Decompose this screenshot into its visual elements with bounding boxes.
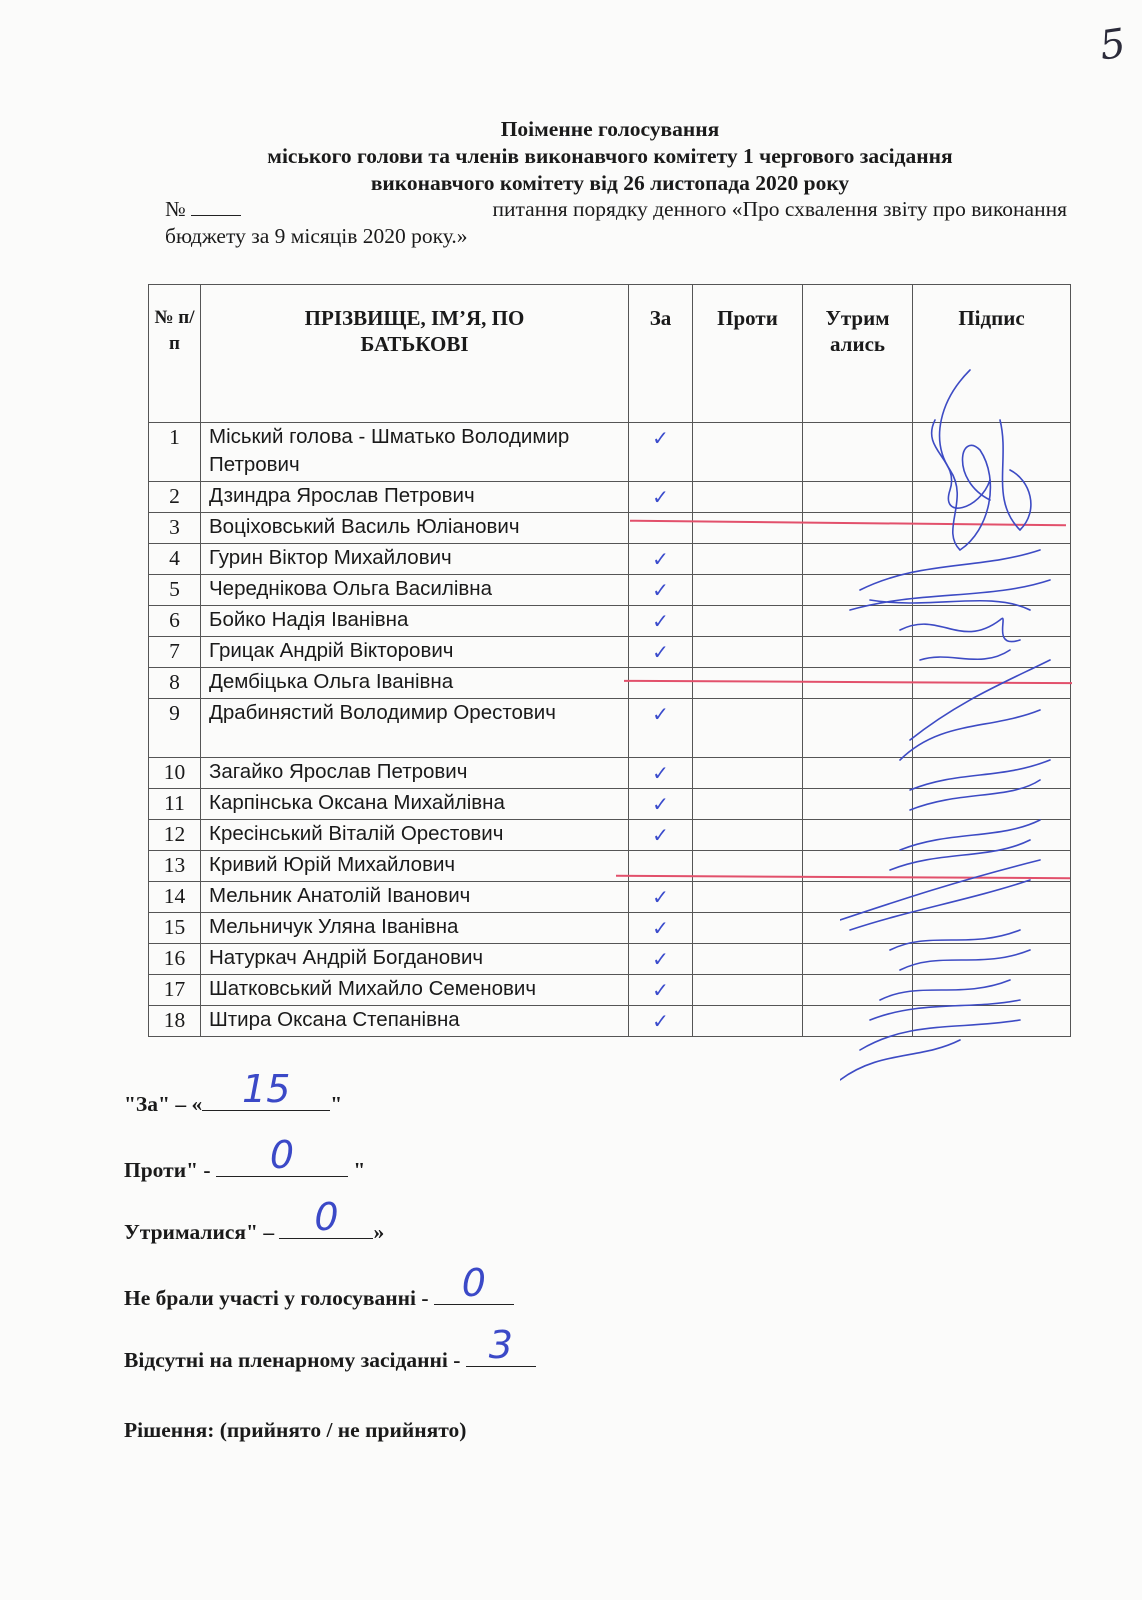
document-header [150,116,1070,197]
question-number-blank [191,197,241,216]
member-name: Карпінська Оксана Михайлівна [201,789,629,820]
col-header-for: За [629,285,693,423]
row-number: 15 [149,913,201,944]
agenda-question [165,196,1067,250]
count-against: 0 [269,1133,295,1177]
summary-absent: Відсутні на пленарному засіданні - 3 [124,1342,536,1373]
vote-against-cell [693,606,803,637]
row-number: 7 [149,637,201,668]
vote-for-check: ✓ [629,820,693,851]
row-number: 13 [149,851,201,882]
vote-against-cell [693,913,803,944]
row-number: 5 [149,575,201,606]
member-name: Кривий Юрій Михайлович [201,851,629,882]
row-number: 17 [149,975,201,1006]
vote-for-check: ✓ [629,606,693,637]
row-number: 14 [149,882,201,913]
question-prefix: № [165,196,241,223]
member-name: Дзиндра Ярослав Петрович [201,482,629,513]
row-number: 18 [149,1006,201,1037]
vote-for-check: ✓ [629,482,693,513]
vote-against-cell [693,789,803,820]
vote-for-check [629,668,693,699]
vote-for-check: ✓ [629,975,693,1006]
summary-for: "За" – « 15 " [124,1067,343,1116]
vote-for-check: ✓ [629,544,693,575]
member-name: Гурин Віктор Михайлович [201,544,629,575]
row-number: 11 [149,789,201,820]
member-name: Міський голова - Шматько Володимир Петрович [201,423,629,482]
member-name: Мельник Анатолій Іванович [201,882,629,913]
col-header-abstained: Утрим ались [803,285,913,423]
summary-decision: Рішення: (прийнято / не прийнято) [124,1418,467,1442]
vote-for-check: ✓ [629,637,693,668]
signatures-scribble [840,360,1080,1100]
summary-against: Проти" - 0 " [124,1133,366,1182]
vote-for-check: ✓ [629,882,693,913]
row-number: 1 [149,423,201,482]
member-name: Мельничук Уляна Іванівна [201,913,629,944]
vote-for-check: ✓ [629,575,693,606]
vote-against-cell [693,944,803,975]
row-number: 6 [149,606,201,637]
member-name: Бойко Надія Іванівна [201,606,629,637]
member-name: Грицак Андрій Вікторович [201,637,629,668]
vote-against-cell [693,1006,803,1037]
member-name: Драбинястий Володимир Орестович [201,699,629,758]
vote-for-check: ✓ [629,789,693,820]
member-name: Дембіцька Ольга Іванівна [201,668,629,699]
member-name: Череднікова Ольга Василівна [201,575,629,606]
vote-against-cell [693,637,803,668]
vote-for-check: ✓ [629,944,693,975]
member-name: Штира Оксана Степанівна [201,1006,629,1037]
col-header-signature: Підпис [913,285,1071,423]
row-number: 10 [149,758,201,789]
vote-for-check: ✓ [629,699,693,758]
header-date: виконавчого комітету від 26 листопада 2020 року [370,171,850,195]
row-number: 2 [149,482,201,513]
row-number: 4 [149,544,201,575]
vote-for-check: ✓ [629,1006,693,1037]
count-for: 15 [242,1067,291,1111]
row-number: 9 [149,699,201,758]
row-number: 3 [149,513,201,544]
summary-not-voted: Не брали участі у голосуванні - 0 [124,1280,514,1311]
header-subtitle: міського голови та членів виконавчого комітету 1 чергового засідання [267,144,953,168]
vote-against-cell [693,513,803,544]
member-name: Шатковський Михайло Семенович [201,975,629,1006]
vote-for-check: ✓ [629,423,693,482]
col-header-against: Проти [693,285,803,423]
vote-for-check: ✓ [629,758,693,789]
count-absent: 3 [488,1323,513,1367]
vote-against-cell [693,423,803,482]
member-name: Натуркач Андрій Богданович [201,944,629,975]
row-number: 16 [149,944,201,975]
vote-against-cell [693,482,803,513]
vote-against-cell [693,820,803,851]
page-number: 5 [1096,20,1129,70]
vote-against-cell [693,699,803,758]
count-not-voted: 0 [461,1261,486,1305]
member-name: Воціховський Василь Юліанович [201,513,629,544]
header-title: Поіменне голосування [500,117,720,141]
row-number: 8 [149,668,201,699]
vote-against-cell [693,544,803,575]
vote-against-cell [693,975,803,1006]
member-name: Загайко Ярослав Петрович [201,758,629,789]
vote-against-cell [693,668,803,699]
vote-against-cell [693,882,803,913]
summary-abstained: Утрималися" – 0 » [124,1195,385,1244]
vote-against-cell [693,575,803,606]
vote-against-cell [693,758,803,789]
col-header-number: № п/п [149,285,201,423]
member-name: Кресінський Віталій Орестович [201,820,629,851]
col-header-name: ПРІЗВИЩЕ, ІМ’Я, ПО БАТЬКОВІ [201,285,629,423]
question-text-line1: питання порядку денного «Про схвалення звіту про виконання [492,197,1067,221]
vote-for-check: ✓ [629,913,693,944]
question-text-line2: бюджету за 9 місяців 2020 року.» [165,224,468,248]
vote-for-check [629,513,693,544]
row-number: 12 [149,820,201,851]
count-abstained: 0 [314,1195,339,1239]
